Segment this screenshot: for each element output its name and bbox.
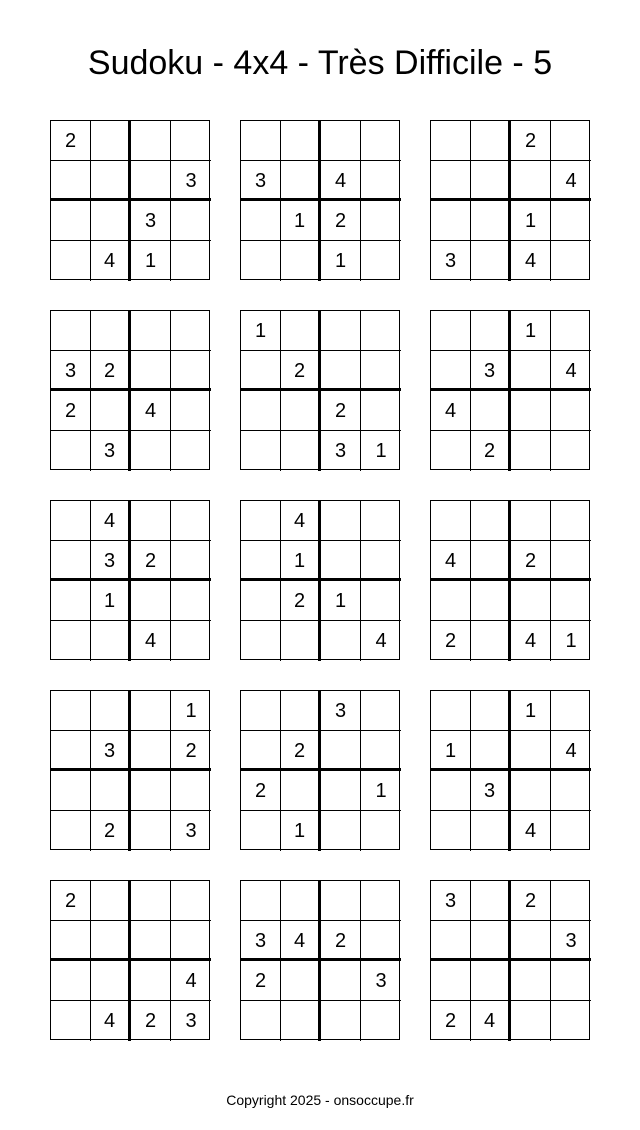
sudoku-cell[interactable] — [551, 431, 591, 471]
sudoku-cell[interactable] — [51, 311, 91, 351]
sudoku-cell[interactable] — [361, 391, 401, 431]
sudoku-cell[interactable] — [511, 731, 551, 771]
sudoku-cell[interactable]: 2 — [281, 351, 321, 391]
sudoku-cell[interactable] — [91, 921, 131, 961]
sudoku-cell[interactable] — [241, 811, 281, 851]
sudoku-cell[interactable] — [241, 621, 281, 661]
sudoku-cell[interactable]: 3 — [171, 161, 211, 201]
sudoku-cell[interactable] — [171, 881, 211, 921]
sudoku-cell[interactable] — [131, 431, 171, 471]
sudoku-cell[interactable] — [241, 201, 281, 241]
sudoku-cell[interactable]: 3 — [185, 820, 197, 842]
sudoku-cell[interactable]: 1 — [565, 630, 577, 652]
sudoku-cell[interactable] — [361, 881, 401, 921]
sudoku-cell[interactable]: 1 — [321, 581, 361, 621]
sudoku-cell[interactable] — [171, 621, 211, 661]
sudoku-cell[interactable] — [51, 921, 91, 961]
sudoku-cell[interactable] — [171, 541, 211, 581]
sudoku-cell[interactable] — [361, 691, 401, 731]
sudoku-cell[interactable]: 2 — [51, 121, 91, 161]
sudoku-cell[interactable] — [131, 311, 171, 351]
sudoku-cell[interactable] — [171, 431, 211, 471]
sudoku-cell[interactable]: 1 — [281, 811, 321, 851]
sudoku-cell[interactable]: 2 — [51, 391, 91, 431]
sudoku-grid — [50, 500, 210, 660]
sudoku-cell[interactable] — [551, 121, 591, 161]
sudoku-cell[interactable] — [361, 1001, 401, 1041]
sudoku-cell[interactable] — [281, 241, 321, 281]
sudoku-grid — [50, 120, 210, 280]
sudoku-cell[interactable] — [551, 881, 591, 921]
sudoku-cell[interactable]: 3 — [471, 351, 511, 391]
sudoku-cell[interactable] — [361, 121, 401, 161]
sudoku-cell[interactable] — [91, 161, 131, 201]
sudoku-cell[interactable]: 4 — [91, 1001, 131, 1041]
sudoku-cell[interactable]: 2 — [281, 731, 321, 771]
sudoku-cell[interactable] — [431, 351, 471, 391]
sudoku-cell[interactable] — [431, 581, 471, 621]
sudoku-cell[interactable] — [91, 621, 131, 661]
sudoku-cell[interactable]: 1 — [321, 241, 361, 281]
sudoku-cell[interactable] — [131, 961, 171, 1001]
sudoku-cell[interactable] — [171, 771, 211, 811]
sudoku-cell[interactable] — [471, 541, 511, 581]
sudoku-cell[interactable] — [281, 961, 321, 1001]
sudoku-cell[interactable] — [321, 501, 361, 541]
sudoku-cell[interactable]: 3 — [241, 161, 281, 201]
sudoku-cell[interactable] — [471, 811, 511, 851]
sudoku-cell[interactable]: 3 — [361, 961, 401, 1001]
sudoku-cell[interactable]: 1 — [241, 311, 281, 351]
sudoku-cell[interactable] — [51, 691, 91, 731]
sudoku-grid — [240, 310, 400, 470]
sudoku-cell[interactable]: 2 — [281, 581, 321, 621]
sudoku-cell[interactable] — [51, 961, 91, 1001]
sudoku-cell[interactable]: 3 — [91, 431, 131, 471]
sudoku-cell[interactable]: 4 — [171, 961, 211, 1001]
sudoku-cell[interactable] — [281, 121, 321, 161]
sudoku-cell[interactable] — [551, 961, 591, 1001]
sudoku-cell[interactable] — [241, 501, 281, 541]
sudoku-cell[interactable] — [131, 731, 171, 771]
sudoku-cell[interactable] — [471, 201, 511, 241]
sudoku-cell[interactable] — [511, 501, 551, 541]
sudoku-cell[interactable] — [171, 121, 211, 161]
sudoku-cell[interactable] — [511, 391, 551, 431]
page-title: Sudoku - 4x4 - Très Difficile - 5 — [87, 44, 553, 82]
sudoku-cell[interactable] — [51, 771, 91, 811]
sudoku-cell[interactable] — [361, 541, 401, 581]
sudoku-cell[interactable] — [91, 121, 131, 161]
sudoku-cell[interactable] — [321, 811, 361, 851]
sudoku-cell[interactable] — [171, 581, 211, 621]
sudoku-cell[interactable]: 1 — [511, 691, 551, 731]
sudoku-cell[interactable] — [281, 311, 321, 351]
sudoku-cell[interactable]: 3 — [321, 691, 361, 731]
sudoku-cell[interactable] — [551, 201, 591, 241]
sudoku-cell[interactable]: 1 — [91, 581, 131, 621]
sudoku-cell[interactable]: 2 — [321, 921, 361, 961]
sudoku-cell[interactable] — [131, 581, 171, 621]
sudoku-cell[interactable]: 3 — [431, 881, 471, 921]
sudoku-cell[interactable] — [91, 691, 131, 731]
sudoku-cell[interactable] — [431, 921, 471, 961]
sudoku-grid — [50, 880, 210, 1040]
sudoku-cell[interactable] — [471, 311, 511, 351]
sudoku-cell[interactable] — [431, 961, 471, 1001]
sudoku-cell[interactable] — [511, 921, 551, 961]
sudoku-cell[interactable] — [321, 961, 361, 1001]
sudoku-cell[interactable] — [131, 691, 171, 731]
sudoku-cell[interactable]: 4 — [511, 811, 551, 851]
sudoku-grid — [240, 120, 400, 280]
sudoku-cell[interactable]: 1 — [281, 201, 321, 241]
sudoku-cell[interactable]: 4 — [551, 731, 591, 771]
sudoku-cell[interactable] — [281, 431, 321, 471]
sudoku-cell[interactable] — [241, 541, 281, 581]
sudoku-cell[interactable]: 2 — [321, 391, 361, 431]
sudoku-cell[interactable] — [511, 431, 551, 471]
sudoku-cell[interactable]: 2 — [91, 351, 131, 391]
sudoku-cell[interactable] — [51, 201, 91, 241]
sudoku-cell[interactable]: 3 — [471, 771, 511, 811]
sudoku-cell[interactable] — [321, 621, 361, 661]
sudoku-cell[interactable] — [51, 241, 91, 281]
sudoku-cell[interactable] — [171, 921, 211, 961]
sudoku-cell[interactable] — [51, 541, 91, 581]
sudoku-cell[interactable] — [171, 501, 211, 541]
sudoku-cell[interactable]: 4 — [131, 621, 171, 661]
sudoku-cell[interactable] — [241, 881, 281, 921]
sudoku-cell[interactable] — [281, 691, 321, 731]
sudoku-cell[interactable] — [91, 311, 131, 351]
sudoku-cell[interactable] — [171, 311, 211, 351]
sudoku-cell[interactable]: 3 — [91, 731, 131, 771]
sudoku-cell[interactable] — [361, 921, 401, 961]
sudoku-cell[interactable] — [361, 581, 401, 621]
sudoku-cell[interactable]: 4 — [281, 921, 321, 961]
sudoku-cell[interactable] — [361, 241, 401, 281]
sudoku-cell[interactable]: 4 — [511, 241, 551, 281]
sudoku-cell[interactable] — [471, 581, 511, 621]
sudoku-cell[interactable]: 1 — [431, 731, 471, 771]
sudoku-cell[interactable]: 4 — [551, 161, 591, 201]
sudoku-cell[interactable] — [91, 881, 131, 921]
sudoku-cell[interactable] — [241, 121, 281, 161]
sudoku-cell[interactable]: 2 — [321, 201, 361, 241]
sudoku-cell[interactable] — [431, 501, 471, 541]
sudoku-cell[interactable] — [431, 811, 471, 851]
sudoku-cell[interactable] — [171, 391, 211, 431]
sudoku-cell[interactable] — [131, 121, 171, 161]
sudoku-cell[interactable] — [131, 811, 171, 851]
sudoku-cell[interactable]: 4 — [131, 391, 171, 431]
sudoku-cell[interactable] — [551, 581, 591, 621]
sudoku-cell[interactable]: 2 — [131, 1001, 171, 1041]
sudoku-cell[interactable] — [51, 431, 91, 471]
sudoku-cell[interactable] — [51, 621, 91, 661]
sudoku-cell[interactable] — [51, 501, 91, 541]
sudoku-cell[interactable] — [321, 731, 361, 771]
sudoku-cell[interactable]: 1 — [131, 241, 171, 281]
sudoku-cell[interactable]: 2 — [241, 771, 281, 811]
sudoku-cell[interactable] — [551, 811, 591, 851]
sudoku-cell[interactable]: 4 — [281, 501, 321, 541]
sudoku-cell[interactable] — [551, 311, 591, 351]
sudoku-cell[interactable]: 3 — [91, 541, 131, 581]
sudoku-cell[interactable]: 1 — [281, 541, 321, 581]
sudoku-cell[interactable]: 3 — [185, 1010, 197, 1032]
sudoku-cell[interactable] — [471, 391, 511, 431]
sudoku-cell[interactable]: 2 — [511, 121, 551, 161]
sudoku-cell[interactable]: 1 — [511, 311, 551, 351]
sudoku-cell[interactable] — [551, 541, 591, 581]
sudoku-cell[interactable] — [511, 771, 551, 811]
sudoku-cell[interactable] — [321, 541, 361, 581]
sudoku-cell[interactable] — [361, 811, 401, 851]
sudoku-cell[interactable] — [471, 921, 511, 961]
sudoku-cell[interactable] — [321, 121, 361, 161]
sudoku-cell[interactable] — [241, 431, 281, 471]
sudoku-cell[interactable] — [91, 961, 131, 1001]
sudoku-cell[interactable]: 4 — [471, 1001, 511, 1041]
sudoku-cell[interactable] — [281, 1001, 321, 1041]
sudoku-cell[interactable]: 1 — [511, 201, 551, 241]
sudoku-cell[interactable] — [321, 351, 361, 391]
sudoku-cell[interactable] — [321, 881, 361, 921]
sudoku-cell[interactable] — [551, 691, 591, 731]
sudoku-cell[interactable]: 2 — [91, 811, 131, 851]
sudoku-cell[interactable]: 4 — [321, 161, 361, 201]
sudoku-cell[interactable] — [511, 1001, 551, 1041]
sudoku-cell[interactable] — [471, 731, 511, 771]
sudoku-cell[interactable] — [361, 731, 401, 771]
sudoku-cell[interactable] — [131, 921, 171, 961]
sudoku-cell[interactable] — [91, 391, 131, 431]
sudoku-cell[interactable]: 3 — [131, 201, 171, 241]
sudoku-cell[interactable] — [321, 1001, 361, 1041]
sudoku-cell[interactable] — [471, 881, 511, 921]
sudoku-cell[interactable] — [471, 161, 511, 201]
sudoku-cell[interactable] — [431, 771, 471, 811]
sudoku-cell[interactable]: 4 — [375, 630, 387, 652]
sudoku-cell[interactable] — [551, 1001, 591, 1041]
sudoku-cell[interactable] — [241, 731, 281, 771]
sudoku-cell[interactable] — [241, 1001, 281, 1041]
sudoku-cell[interactable] — [551, 501, 591, 541]
sudoku-cell[interactable] — [361, 501, 401, 541]
copyright-footer: Copyright 2025 - onsoccupe.fr — [226, 1092, 414, 1108]
sudoku-cell[interactable] — [431, 161, 471, 201]
sudoku-cell[interactable] — [431, 431, 471, 471]
sudoku-cell[interactable]: 2 — [431, 621, 471, 661]
sudoku-cell[interactable]: 4 — [91, 241, 131, 281]
sudoku-cell[interactable] — [241, 691, 281, 731]
sudoku-grid — [240, 880, 400, 1040]
sudoku-cell[interactable] — [321, 311, 361, 351]
sudoku-cell[interactable] — [241, 581, 281, 621]
sudoku-cell[interactable]: 4 — [91, 501, 131, 541]
sudoku-grid — [50, 310, 210, 470]
sudoku-cell[interactable] — [281, 391, 321, 431]
sudoku-cell[interactable] — [471, 691, 511, 731]
sudoku-cell[interactable] — [131, 771, 171, 811]
sudoku-cell[interactable]: 2 — [511, 881, 551, 921]
sudoku-cell[interactable]: 2 — [51, 881, 91, 921]
sudoku-cell[interactable] — [471, 621, 511, 661]
sudoku-cell[interactable] — [171, 201, 211, 241]
sudoku-cell[interactable] — [241, 391, 281, 431]
sudoku-cell[interactable] — [131, 161, 171, 201]
sudoku-cell[interactable]: 2 — [471, 431, 511, 471]
sudoku-cell[interactable] — [321, 771, 361, 811]
sudoku-grid — [430, 120, 590, 280]
sudoku-cell[interactable] — [51, 731, 91, 771]
sudoku-cell[interactable] — [241, 351, 281, 391]
sudoku-cell[interactable] — [551, 771, 591, 811]
sudoku-grid — [430, 690, 590, 850]
sudoku-cell[interactable]: 2 — [171, 731, 211, 771]
sudoku-cell[interactable] — [51, 811, 91, 851]
sudoku-cell[interactable] — [91, 201, 131, 241]
sudoku-cell[interactable] — [131, 881, 171, 921]
sudoku-grid — [50, 690, 210, 850]
sudoku-cell[interactable] — [471, 121, 511, 161]
sudoku-cell[interactable]: 3 — [551, 921, 591, 961]
sudoku-cell[interactable]: 3 — [321, 431, 361, 471]
sudoku-cell[interactable] — [471, 501, 511, 541]
sudoku-cell[interactable] — [551, 391, 591, 431]
sudoku-cell[interactable] — [431, 311, 471, 351]
sudoku-cell[interactable] — [431, 691, 471, 731]
sudoku-cell[interactable] — [361, 201, 401, 241]
sudoku-cell[interactable] — [241, 241, 281, 281]
sudoku-cell[interactable] — [51, 161, 91, 201]
sudoku-cell[interactable]: 4 — [431, 541, 471, 581]
sudoku-cell[interactable] — [131, 351, 171, 391]
sudoku-cell[interactable] — [281, 771, 321, 811]
sudoku-cell[interactable] — [511, 961, 551, 1001]
sudoku-cell[interactable] — [511, 351, 551, 391]
sudoku-cell[interactable]: 4 — [551, 351, 591, 391]
sudoku-cell[interactable] — [171, 241, 211, 281]
sudoku-cell[interactable]: 1 — [375, 440, 387, 462]
sudoku-cell[interactable]: 4 — [431, 391, 471, 431]
sudoku-cell[interactable]: 3 — [241, 921, 281, 961]
sudoku-cell[interactable] — [281, 161, 321, 201]
sudoku-cell[interactable] — [281, 621, 321, 661]
sudoku-grid — [240, 690, 400, 850]
sudoku-cell[interactable]: 2 — [241, 961, 281, 1001]
sudoku-cell[interactable]: 2 — [131, 541, 171, 581]
sudoku-cell[interactable]: 2 — [511, 541, 551, 581]
sudoku-cell[interactable] — [551, 241, 591, 281]
sudoku-cell[interactable] — [171, 351, 211, 391]
sudoku-cell[interactable]: 4 — [511, 621, 551, 661]
sudoku-cell[interactable] — [131, 501, 171, 541]
sudoku-cell[interactable] — [51, 581, 91, 621]
sudoku-cell[interactable] — [281, 881, 321, 921]
sudoku-cell[interactable]: 1 — [171, 691, 211, 731]
sudoku-cell[interactable] — [471, 961, 511, 1001]
sudoku-cell[interactable] — [511, 581, 551, 621]
sudoku-cell[interactable] — [51, 1001, 91, 1041]
sudoku-grid — [430, 310, 590, 470]
sudoku-cell[interactable]: 3 — [431, 241, 471, 281]
sudoku-cell[interactable] — [91, 771, 131, 811]
sudoku-cell[interactable]: 2 — [431, 1001, 471, 1041]
sudoku-grid — [430, 880, 590, 1040]
sudoku-cell[interactable] — [361, 351, 401, 391]
sudoku-cell[interactable] — [511, 161, 551, 201]
sudoku-cell[interactable] — [361, 161, 401, 201]
sudoku-cell[interactable]: 3 — [51, 351, 91, 391]
sudoku-cell[interactable] — [431, 201, 471, 241]
sudoku-cell[interactable] — [431, 121, 471, 161]
sudoku-grid — [240, 500, 400, 660]
sudoku-grid — [430, 500, 590, 660]
sudoku-cell[interactable]: 1 — [361, 771, 401, 811]
sudoku-cell[interactable] — [361, 311, 401, 351]
sudoku-cell[interactable] — [471, 241, 511, 281]
